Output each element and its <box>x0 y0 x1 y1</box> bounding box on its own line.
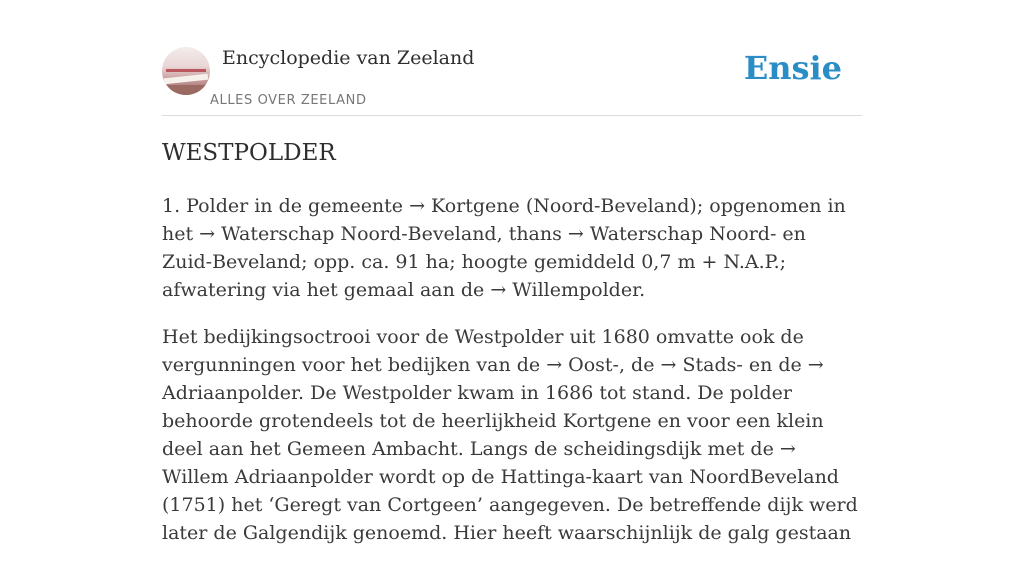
text: (Noord-Beveland); opgenomen in het <box>162 195 846 245</box>
link-stadspolder[interactable]: → Stads- <box>660 354 743 376</box>
page-title: WESTPOLDER <box>162 140 336 166</box>
text: Het bedijkingsoctrooi voor de Westpolder uit 1680 omvatte ook de vergunningen voor het bedijken van de <box>162 326 804 376</box>
paragraph-2 <box>162 323 862 547</box>
link-adriaanpolder[interactable]: → Adriaanpolder <box>162 354 824 404</box>
link-waterschap-noord-beveland[interactable]: → Waterschap Noord-Beveland <box>199 223 497 245</box>
link-oostpolder[interactable]: → Oost- <box>546 354 619 376</box>
site-title[interactable]: Encyclopedie van Zeeland <box>222 47 475 69</box>
paragraph-1 <box>162 192 862 304</box>
link-kortgene[interactable]: → Kortgene <box>409 195 520 217</box>
text: 1. Polder in de gemeente <box>162 195 410 217</box>
text: , de <box>618 354 661 376</box>
site-logo-avatar[interactable] <box>162 47 210 95</box>
text: en de <box>742 354 808 376</box>
text: , thans <box>496 223 568 245</box>
text: . De Westpolder kwam in 1686 tot stand. De polder behoorde grotendeels tot de heerlijkheid Kortgene en voor een klein deel aan het Gemeen Ambacht. Langs de scheidingsdijk met de <box>162 382 824 460</box>
site-header <box>162 42 862 116</box>
article-body <box>162 192 862 566</box>
text: wordt op de Hattinga-kaart van NoordBeveland (1751) het ‘Geregt van Cortgeen’ aangegeven. De betreffende dijk werd later de Galgendijk genoemd. Hier heeft waarschijnlijk de galg gestaan <box>162 466 858 544</box>
ensie-logo[interactable]: Ensie <box>743 49 842 87</box>
link-willem-adriaanpolder[interactable]: → Willem Adriaanpolder <box>162 438 796 488</box>
link-willempolder[interactable]: → Willempolder <box>490 279 640 301</box>
site-subtitle: ALLES OVER ZEELAND <box>210 93 367 108</box>
link-waterschap-noord-en-zuid-beveland[interactable]: → Waterschap Noord- en Zuid-Beveland <box>162 223 806 273</box>
text: ; opp. ca. 91 ha; hoogte gemiddeld 0,7 m + N.A.P.; afwatering via het gemaal aan de <box>162 251 787 301</box>
text: . <box>639 279 646 301</box>
